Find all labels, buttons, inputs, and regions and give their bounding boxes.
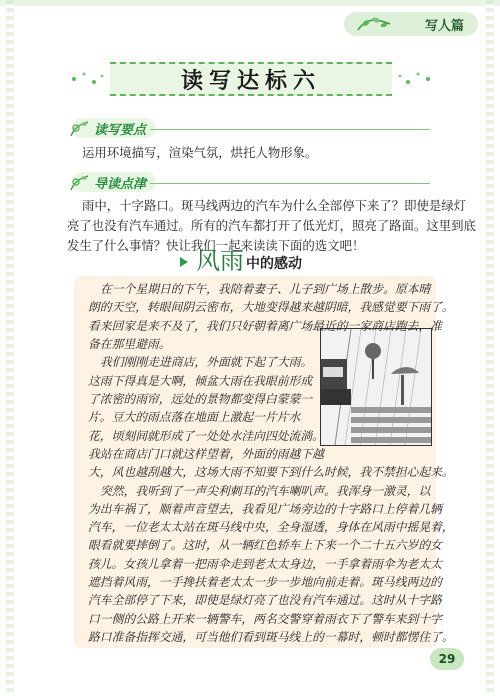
story-line: 为出车祸了，顺着声音望去，我看见广场旁边的十字路口上停着几辆	[88, 501, 442, 516]
story-line: 我们刚刚走进商店，外面就下起了大雨。	[100, 355, 313, 370]
section-tag	[344, 12, 478, 36]
rainy-street-illustration	[320, 328, 432, 446]
sparkle-deco-icon	[396, 68, 436, 90]
story-line: 口一侧的公路上开来一辆警车，两名交警穿着雨衣下了警车来到十字	[88, 611, 442, 626]
story-line: 路口准备指挥交通，可当他们看到斑马线上的一幕时，顿时都愣住了。	[88, 630, 454, 644]
section-divider	[150, 183, 430, 184]
reading-points-text: 运用环境描写，渲染气氛，烘托人物形象。	[82, 145, 318, 160]
story-line: 朗的天空，转眼间阴云密布，大地变得越来越阴暗，我感觉要下雨了。	[88, 300, 454, 315]
story-line: 孩儿。女孩儿拿着一把雨伞走到老太太身边，一手拿着雨伞为老太太	[88, 556, 442, 571]
left-border	[6, 0, 14, 696]
section-divider	[150, 129, 430, 130]
story-title	[180, 248, 302, 276]
arrow-right-icon	[180, 257, 188, 267]
story-line: 突然，我听到了一声尖利刺耳的汽车喇叭声。我浑身一激灵，以	[100, 483, 431, 498]
reading-points-label: 读写要点	[72, 118, 156, 138]
story-line: 了浓密的雨帘，远处的景物都变得白蒙蒙一	[88, 391, 313, 406]
story-line: 遮挡着风雨，一手搀扶着老太太一步一步地向前走着。斑马线两边的	[88, 575, 442, 590]
story-line: 大，风也越刮越大，这场大雨不知要下到什么时候，我不禁担心起来。	[88, 465, 454, 480]
guide-label: 导读点津	[72, 172, 156, 192]
story-line: 片。豆大的雨点落在地面上激起一片片水	[88, 410, 301, 425]
guide-line: 发生了什么事情？快让我们一起来读读下面的选文吧！	[67, 238, 365, 253]
story-line: 花，顷刻间就形成了一处处水洼向四处流淌。	[88, 428, 324, 443]
story-line: 这雨下得真是大啊，倾盆大雨在我眼前形成	[88, 373, 313, 388]
sparkle-deco-icon	[66, 68, 106, 90]
story-line: 汽车全部停了下来，即使是绿灯亮了也没有汽车通过。这时从十字路	[88, 593, 442, 608]
right-border	[486, 0, 494, 696]
page-title: 读写达标六	[180, 68, 321, 94]
story-line: 看来回家是来不及了，我们只好朝着离广场最近的一家商店跑去，准	[88, 318, 442, 333]
top-border	[0, 0, 500, 6]
story-title-main: 风雨	[196, 247, 244, 275]
leaf-vine-icon	[356, 14, 392, 34]
page-number: 29	[430, 648, 464, 670]
section-label: 写人篇	[424, 18, 464, 34]
guide-line: 雨中，十字路口。斑马线两边的汽车为什么全部停下来了？即使是绿灯	[82, 198, 467, 213]
guide-line: 亮了也没有汽车通过。所有的汽车都打开了低光灯，照亮了路面。这里到底	[67, 218, 476, 233]
title-band	[110, 62, 392, 96]
story-title-sub: 中的感动	[246, 256, 302, 272]
story-line: 眼看就要摔倒了。这时，从一辆红色轿车上下来一个二十五六岁的女	[88, 538, 442, 553]
story-line: 汽车，一位老太太站在斑马线中央，全身湿透，身体在风雨中摇晃着，	[88, 520, 454, 535]
flower-vine-icon	[68, 170, 92, 194]
story-line: 备在那里避雨。	[88, 336, 171, 351]
story-line: 在一个星期日的下午，我陪着妻子、儿子到广场上散步。原本晴	[100, 282, 431, 296]
story-line: 我站在商店门口就这样望着，外面的雨越下越	[88, 446, 324, 461]
flower-vine-icon	[68, 116, 92, 140]
